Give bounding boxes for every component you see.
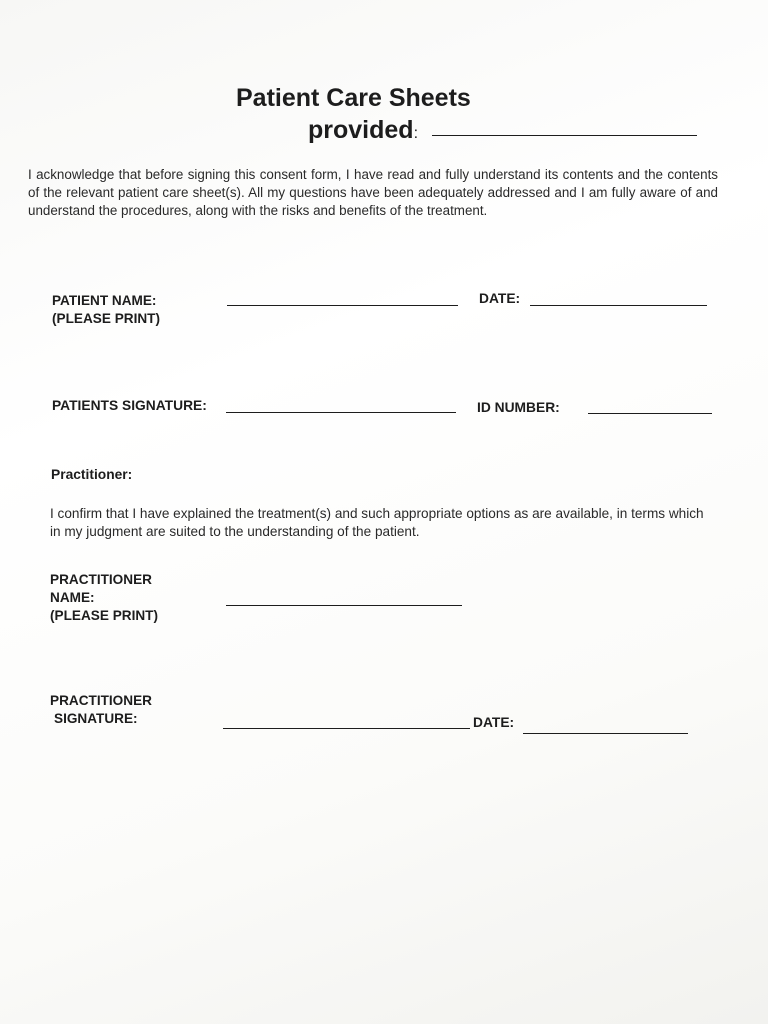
- patient-name-label-text: PATIENT NAME:: [52, 293, 157, 308]
- patient-name-please-print: (PLEASE PRINT): [52, 311, 160, 326]
- practitioner-signature-label-line1: PRACTITIONER: [50, 693, 152, 708]
- form-title: Patient Care Sheets: [236, 84, 471, 112]
- patient-date-label: DATE:: [479, 291, 521, 306]
- practitioner-date-line[interactable]: [523, 733, 688, 734]
- id-number-label: ID NUMBER:: [477, 400, 560, 415]
- practitioner-heading: Practitioner:: [51, 467, 133, 482]
- provided-colon: :: [413, 125, 419, 142]
- practitioner-name-label: [50, 571, 158, 625]
- practitioner-signature-line[interactable]: [223, 728, 470, 729]
- practitioner-name-please-print: (PLEASE PRINT): [50, 608, 158, 623]
- patient-signature-line[interactable]: [226, 412, 456, 413]
- practitioner-date-label: DATE:: [473, 715, 515, 730]
- practitioner-signature-label-line2: SIGNATURE:: [54, 711, 138, 726]
- acknowledgement-text: I acknowledge that before signing this consent form, I have read and fully understand its contents and the contents of the relevant patient care sheet(s). All my questions have been adequately addressed and I am fully aware of and understand the procedures, along with the risks and benefits of the treatment.: [28, 167, 718, 218]
- patient-signature-label: PATIENTS SIGNATURE:: [52, 398, 207, 413]
- practitioner-name-label-line1: PRACTITIONER: [50, 572, 152, 587]
- practitioner-signature-label: [50, 692, 152, 728]
- care-sheets-provided-label: [308, 116, 418, 145]
- id-number-line[interactable]: [588, 413, 712, 414]
- practitioner-confirmation-text: I confirm that I have explained the treatment(s) and such appropriate options as are available, in terms which in my judgment are suited to the understanding of the patient.: [50, 506, 704, 539]
- practitioner-name-line[interactable]: [226, 605, 462, 606]
- practitioner-name-label-line2: NAME:: [50, 590, 95, 605]
- provided-text: provided: [308, 116, 414, 144]
- patient-name-label: [52, 292, 160, 328]
- patient-date-line[interactable]: [530, 305, 707, 306]
- care-sheets-provided-line[interactable]: [432, 135, 697, 136]
- patient-name-line[interactable]: [227, 305, 458, 306]
